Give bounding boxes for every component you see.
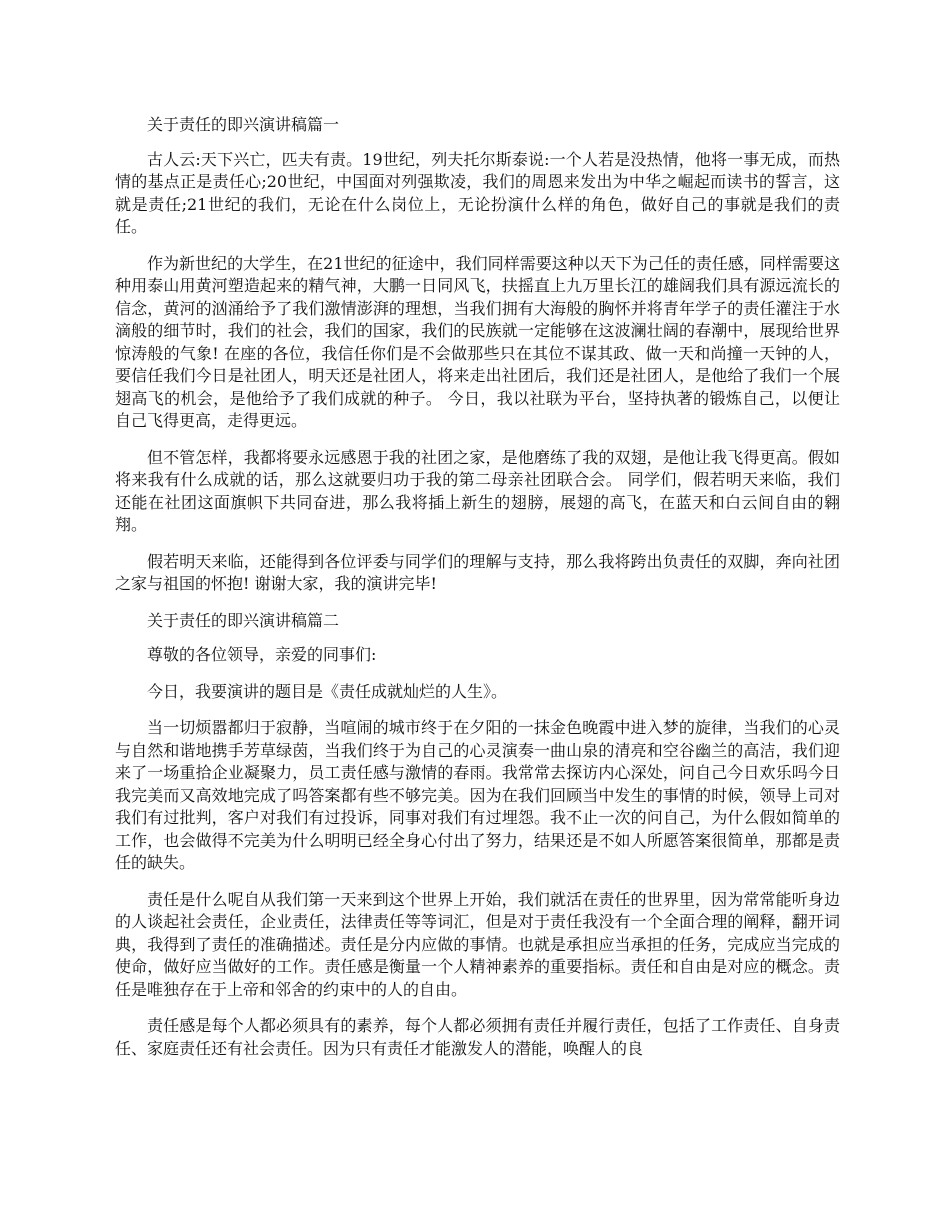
paragraph: 假若明天来临，还能得到各位评委与同学们的理解与支持，那么我将跨出负责任的双脚，奔向社团之家与祖国的怀抱! 谢谢大家，我的演讲完毕! <box>115 551 840 593</box>
paragraph: 古人云:天下兴亡，匹夫有责。19世纪，列夫托尔斯泰说:一个人若是没热情，他将一事无成，而热情的基点正是责任心;20世纪，中国面对列强欺凌，我们的周恩来发出为中华之崛起而读书的誓言，这就是责任;21世纪的我们，无论在什么岗位上，无论扮演什么样的角色，做好自己的事就是我们的责任。 <box>115 149 840 236</box>
paragraph: 责任是什么呢自从我们第一天来到这个世界上开始，我们就活在责任的世界里，因为常常能听身边的人谈起社会责任，企业责任，法律责任等等词汇，但是对于责任我没有一个全面合理的阐释，翻开词典，我得到了责任的准确描述。责任是分内应做的事情。也就是承担应当承担的任务，完成应当完成的使命，做好应当做好的工作。责任感是衡量一个人精神素养的重要指标。责任和自由是对应的概念。责任是唯独存在于上帝和邻舍的约束中的人的自由。 <box>115 889 840 999</box>
document-page <box>115 114 840 1074</box>
section-title-part-one: 关于责任的即兴演讲稿篇一 <box>147 115 340 134</box>
paragraph: 当一切烦嚣都归于寂静，当喧闹的城市终于在夕阳的一抹金色晚霞中进入梦的旋律，当我们的心灵与自然和谐地携手芳草绿茵，当我们终于为自己的心灵演奏一曲山泉的清亮和空谷幽兰的高洁，我们迎来了一场重拾企业凝聚力，员工责任感与激情的春雨。我常常去探访内心深处，问自己今日欢乐吗今日我完美而又高效地完成了吗答案都有些不够完美。因为在我们回顾当中发生的事情的时候，领导上司对我们有过批判，客户对我们有过投诉，同事对我们有过埋怨。我不止一次的问自己，为什么假如简单的工作，也会做得不完美为什么明明已经全身心付出了努力，结果还是不如人所愿答案很简单，那都是责任的缺失。 <box>115 718 840 872</box>
paragraph: 责任感是每个人都必须具有的素养，每个人都必须拥有责任并履行责任，包括了工作责任、自身责任、家庭责任还有社会责任。因为只有责任才能激发人的潜能，唤醒人的良 <box>115 1016 840 1058</box>
salutation: 尊敬的各位领导，亲爱的同事们: <box>147 645 377 664</box>
paragraph: 但不管怎样，我都将要永远感恩于我的社团之家，是他磨练了我的双翅，是他让我飞得更高。假如将来我有什么成就的话，那么这就要归功于我的第二母亲社团联合会。 同学们，假若明天来临，我们还能在社团这面旗帜下共同奋进，那么我将插上新生的翅膀，展翅的高飞，在蓝天和白云间自由的翱翔。 <box>115 447 840 534</box>
paragraph: 作为新世纪的大学生，在21世纪的征途中，我们同样需要这种以天下为己任的责任感，同样需要这种用泰山用黄河塑造起来的精气神，大鹏一日同风飞，扶摇直上九万里长江的雄阔我们具有源远流长的信念，黄河的汹涌给予了我们激情澎湃的理想，当我们拥有大海般的胸怀并将青年学子的责任灌注于水滴般的细节时，我们的社会，我们的国家，我们的民族就一定能够在这波澜壮阔的春潮中，展现给世界惊涛般的气象! 在座的各位，我信任你们是不会做那些只在其位不谋其政、做一天和尚撞一天钟的人，要信任我们今日是社团人，明天还是社团人，将来走出社团后，我们还是社团人，是他给了我们一个展翅高飞的机会，是他给予了我们成就的种子。 今日，我以社联为平台，坚持执著的锻炼自己，以便让自己飞得更高，走得更远。 <box>115 253 840 430</box>
section-title-part-two: 关于责任的即兴演讲稿篇二 <box>147 610 340 630</box>
speech-topic: 今日，我要演讲的题目是《责任成就灿烂的人生》。 <box>147 681 508 701</box>
